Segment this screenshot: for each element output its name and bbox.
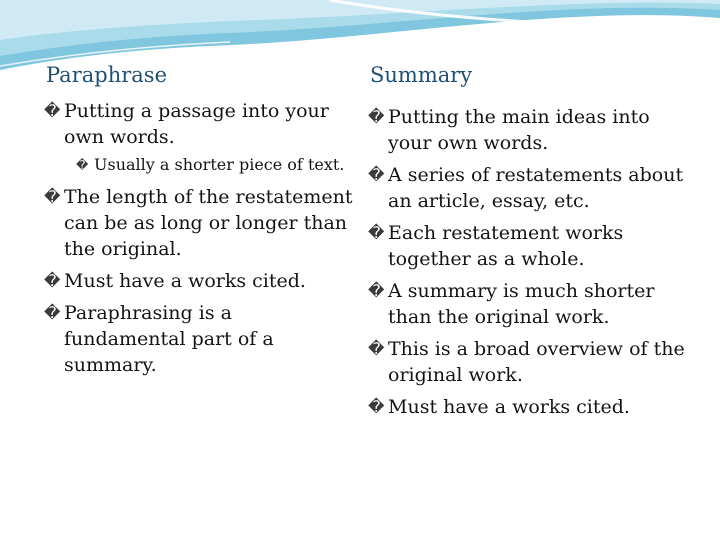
bullet-icon: � [44,271,61,290]
list-item-text: Paraphrasing is a fundamental part of a summary. [64,302,274,376]
list-item-text: A series of restatements about an article, essay, etc. [388,164,684,212]
bullet-icon: � [44,101,61,120]
list-item-text: A summary is much shorter than the original work. [388,280,655,328]
bullet-icon: � [44,303,61,322]
list-item-text: Each restatement works together as a whole. [388,222,624,270]
list-item-text: Must have a works cited. [388,396,630,418]
list-item [46,268,356,294]
bullet-icon: � [44,187,61,206]
list-item-text: This is a broad overview of the original work. [388,338,685,386]
list-item-text: The length of the restatement can be as long or longer than the original. [64,186,353,260]
list-item [46,184,356,262]
list-item-text: Must have a works cited. [64,270,306,292]
bullet-icon: � [368,165,385,184]
bullet-icon: � [368,397,385,416]
paraphrase-column [46,60,356,384]
list-item [370,336,690,388]
list-item [370,278,690,330]
list-item [370,220,690,272]
list-item [370,394,690,420]
summary-column [370,60,690,426]
list-item-text: Usually a shorter piece of text. [94,155,345,174]
bullet-icon: � [76,158,89,172]
sub-list-item [46,154,356,176]
list-item [46,300,356,378]
paraphrase-list [46,98,356,378]
paraphrase-heading: Paraphrase [46,63,167,87]
list-item-text: Putting a passage into your own words. [64,100,329,148]
bullet-icon: � [368,339,385,358]
bullet-icon: � [368,223,385,242]
bullet-icon: � [368,281,385,300]
list-item [370,104,690,156]
bullet-icon: � [368,107,385,126]
summary-list [370,104,690,420]
list-item [370,162,690,214]
list-item-text: Putting the main ideas into your own words. [388,106,650,154]
summary-heading: Summary [370,63,473,87]
list-item [46,98,356,150]
